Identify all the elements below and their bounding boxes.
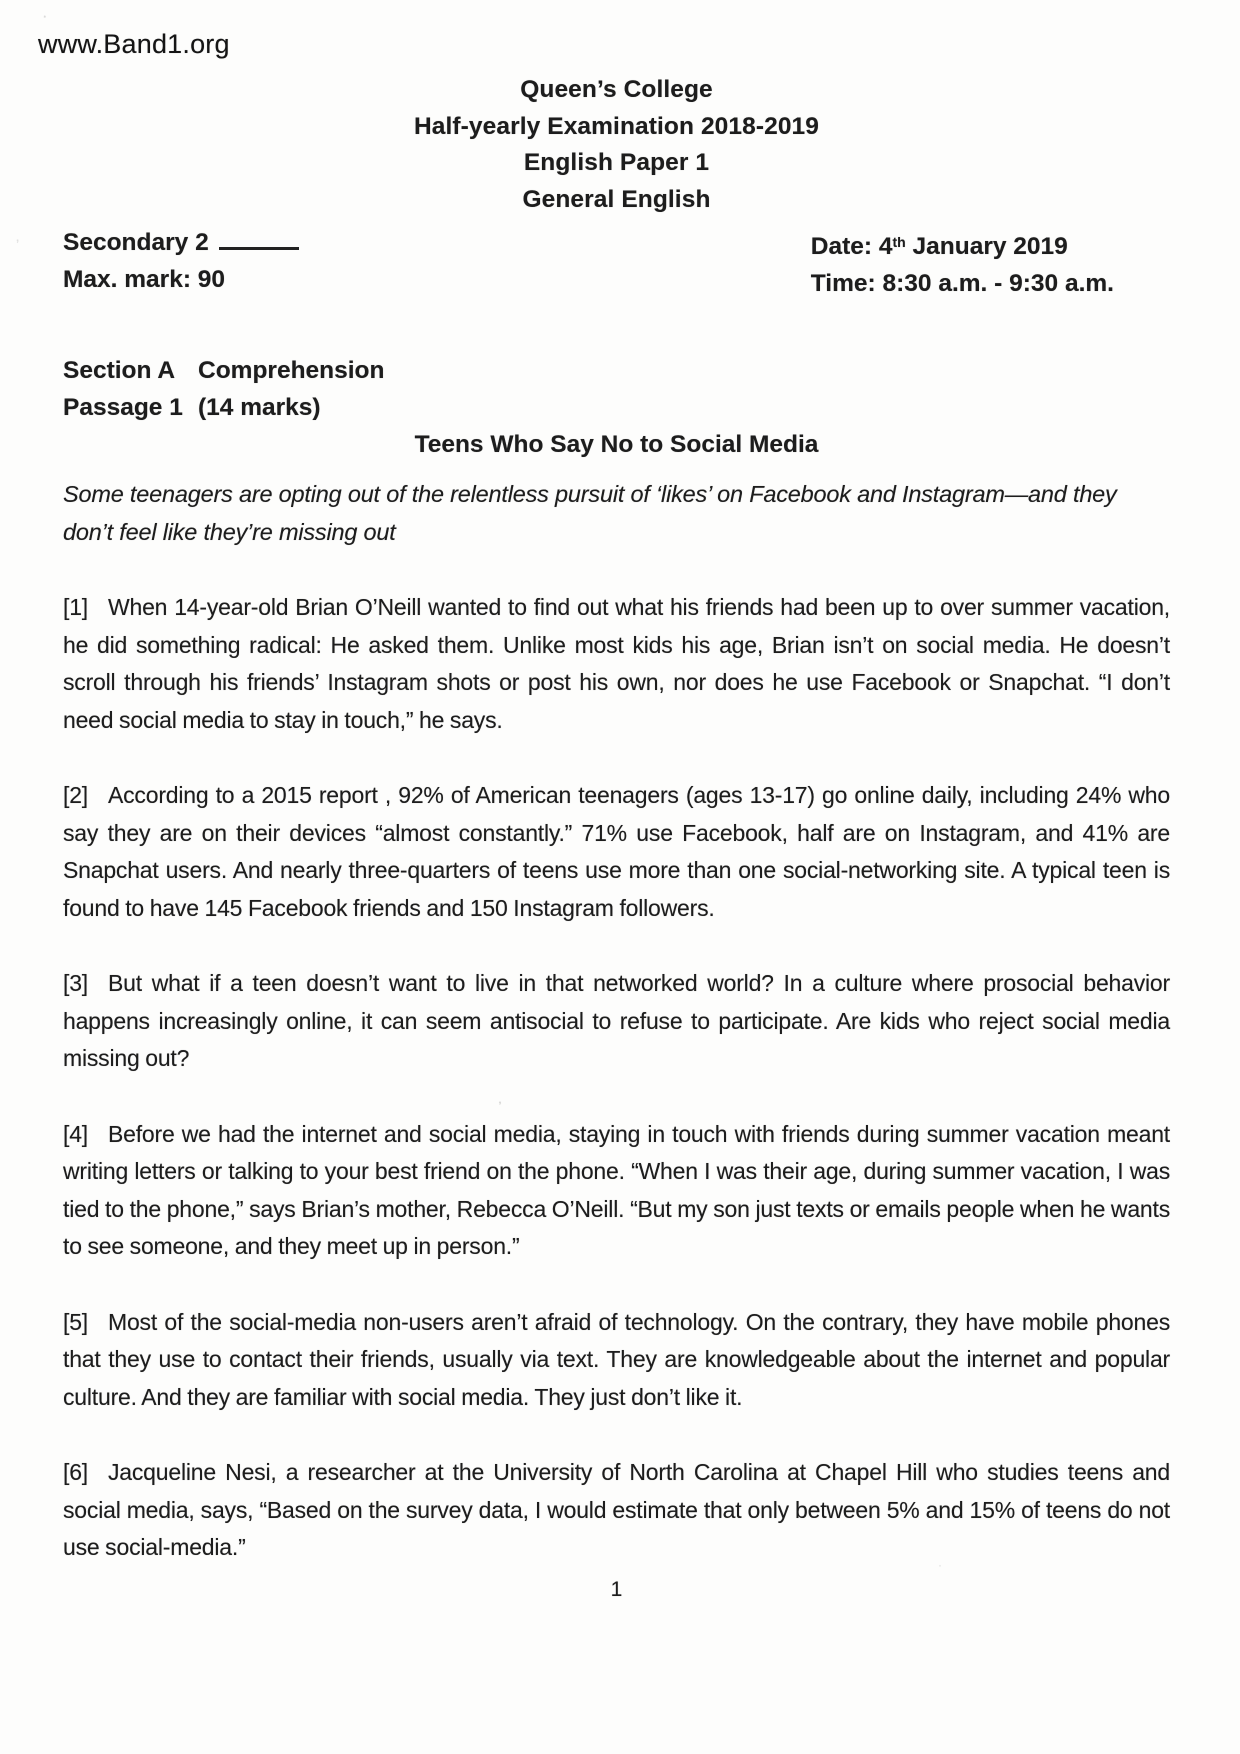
passage-title: Teens Who Say No to Social Media: [414, 431, 819, 458]
exam-time: Time: 8:30 a.m. - 9:30 a.m.: [810, 270, 1114, 297]
class-line: [63, 224, 299, 261]
paper-title: English Paper 1: [523, 149, 710, 176]
page-content: [63, 0, 1170, 1605]
paragraph-1: [63, 589, 1170, 739]
paragraph-5: [63, 1304, 1170, 1417]
paragraph-text: According to a 2015 report , 92% of American teenagers (ages 13-17) go online daily, including 24% who say they are on their devices “almost constantly.” 71% use Facebook, half are on Instagram, and 41% are Snapchat users. And nearly three-quarters of teens use more than one social-networking site. A typical teen is found to have 145 Facebook friends and 150 Instagram followers.: [63, 782, 1170, 921]
exam-info-right: [811, 224, 1114, 302]
section-heading: [63, 352, 1170, 389]
paragraph-text: When 14-year-old Brian O’Neill wanted to find out what his friends had been up to over summer vacation, he did something radical: He asked them. Unlike most kids his age, Brian isn’t on social media. He doesn’t scroll through his friends’ Instagram shots or post his own, nor does he use Facebook or Snapchat. “I don’t need social media to stay in touch,” he says.: [63, 594, 1170, 733]
paragraph-text: Most of the social-media non-users aren’t afraid of technology. On the contrary, they have mobile phones that they use to contact their friends, usually via text. They are knowledgeable about the internet and popular culture. And they are familiar with social media. They just don’t like it.: [63, 1308, 1170, 1410]
paragraph-2: [63, 777, 1170, 927]
exam-title: Half-yearly Examination 2018-2019: [413, 112, 820, 140]
max-mark: Max. mark: 90: [63, 266, 226, 293]
scan-artifact: ‚: [16, 228, 20, 244]
paragraph-number: [5]: [63, 1308, 88, 1335]
paragraph-number: [2]: [63, 782, 88, 808]
passage-heading: [63, 389, 1170, 426]
watermark-url: www.Band1.org: [38, 29, 230, 59]
section-label: Section A: [63, 357, 176, 384]
page-number: 1: [610, 1577, 623, 1601]
scan-artifact: ·: [938, 1558, 942, 1572]
exam-info-left: [63, 224, 299, 302]
paragraph-number: [3]: [63, 970, 88, 996]
paragraph-number: [1]: [63, 594, 88, 620]
section-block: [63, 352, 1170, 426]
paragraph-text: Jacqueline Nesi, a researcher at the University of North Carolina at Chapel Hill who studies teens and social media, says, “Based on the survey data, I would estimate that only between 5% and 15% of teens do not use social-media.”: [63, 1459, 1170, 1560]
date-ordinal-superscript: th: [892, 234, 906, 250]
exam-info-row: [63, 224, 1170, 302]
paragraph-text: Before we had the internet and social media, staying in touch with friends during summer vacation meant writing letters or talking to your best friend on the phone. “When I was their age, during summer vacation, I was tied to the phone,” says Brian’s mother, Rebecca O’Neill. “But my son just texts or emails people when he wants to see someone, and they meet up in person.”: [63, 1120, 1170, 1259]
paragraph-4: [63, 1116, 1170, 1266]
subject-title: General English: [522, 185, 711, 213]
paragraph-number: [6]: [63, 1459, 88, 1485]
passage-marks: (14 marks): [198, 394, 321, 421]
exam-date: Date: 4th January 2019: [810, 233, 1068, 260]
passage-label: Passage 1: [63, 394, 183, 421]
paragraph-6: [63, 1454, 1170, 1567]
paragraph-text: But what if a teen doesn’t want to live in that networked world? In a culture where prosocial behavior happens increasingly online, it can seem antisocial to refuse to participate. Are kids who reject social media missing out?: [63, 970, 1170, 1071]
class-label: Secondary 2: [63, 229, 209, 256]
scan-artifact: ·: [40, 7, 50, 26]
exam-header: [63, 72, 1170, 218]
paragraph-3: [63, 965, 1170, 1078]
passage-subtitle: Some teenagers are opting out of the relentless pursuit of ‘likes’ on Facebook and Instagram—and they don’t feel like they’re missing out: [63, 481, 1117, 545]
school-name: Queen’s College: [520, 76, 713, 103]
paragraph-number: [4]: [63, 1120, 88, 1147]
section-title: Comprehension: [198, 357, 385, 384]
class-blank-line: [219, 229, 299, 250]
